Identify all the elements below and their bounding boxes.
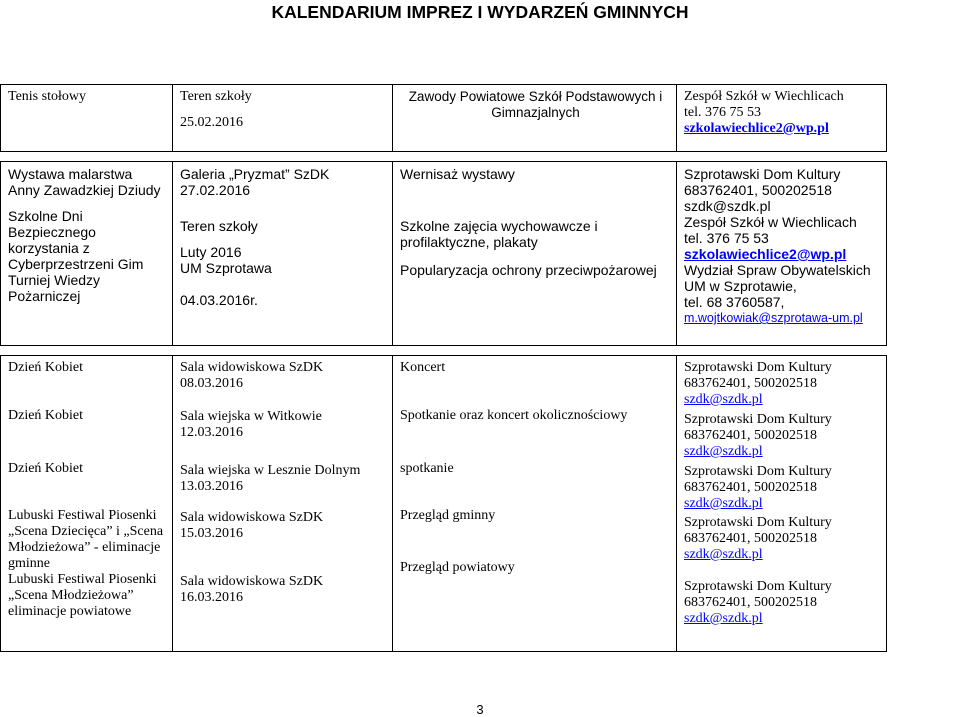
description-cell — [393, 356, 677, 652]
event-description: Popularyzacja ochrony przeciwpożarowej — [400, 262, 657, 278]
event-place: UM Szprotawa — [180, 260, 272, 276]
event-date: 25.02.2016 — [180, 115, 243, 130]
organizer-cell — [677, 356, 887, 652]
event-description: Zawody Powiatowe Szkół Podstawowych i Gimnazjalnych — [408, 89, 663, 120]
event-name: Szkolne Dni Bezpiecznego korzystania z Cyberprzestrzeni Gim — [8, 208, 144, 272]
event-date: 04.03.2016r. — [180, 292, 258, 308]
event-description: Wernisaż wystawy — [400, 166, 515, 182]
organizer-phone: 683762401, 500202518 — [684, 182, 832, 198]
organizer-name: Wydział Spraw Obywatelskich UM w Szprotawie, — [684, 262, 871, 294]
event-description: Przegląd powiatowy — [400, 560, 515, 575]
event-description: spotkanie — [400, 461, 454, 476]
events-table — [0, 84, 887, 652]
organizer-email-link[interactable]: szdk@szdk.pl — [684, 611, 763, 626]
table-row — [1, 356, 887, 652]
organizer-email-link[interactable]: szdk@szdk.pl — [684, 392, 763, 407]
page-title: KALENDARIUM IMPREZ I WYDARZEŃ GMINNYCH — [271, 2, 689, 22]
place-date-cell — [173, 356, 393, 652]
organizer-name: Szprotawski Dom Kultury — [684, 515, 832, 530]
organizer-email-link[interactable]: szkolawiechlice2@wp.pl — [684, 246, 847, 262]
event-description: Szkolne zajęcia wychowawcze i profilaktyczne, plakaty — [400, 218, 598, 250]
organizer-name: Szprotawski Dom Kultury — [684, 464, 832, 479]
organizer-phone: 683762401, 500202518 — [684, 595, 817, 610]
event-name-cell — [1, 356, 173, 652]
event-description: Przegląd gminny — [400, 508, 496, 523]
organizer-name: Szprotawski Dom Kultury — [684, 579, 832, 594]
organizer-cell — [677, 85, 887, 152]
event-description: Spotkanie oraz koncert okolicznościowy — [400, 408, 628, 423]
organizer-phone: tel. 376 75 53 — [684, 105, 761, 120]
organizer-email-link[interactable]: m.wojtkowiak@szprotawa-um.pl — [684, 311, 863, 325]
event-date: 12.03.2016 — [180, 425, 243, 440]
event-date: 27.02.2016 — [180, 182, 251, 198]
organizer-phone: 683762401, 500202518 — [684, 480, 817, 495]
event-name: Wystawa malarstwa Anny Zawadzkiej Dziudy — [8, 166, 161, 198]
event-place: Sala wiejska w Lesznie Dolnym — [180, 463, 361, 478]
event-name-cell — [1, 162, 173, 346]
event-place: Sala widowiskowa SzDK — [180, 360, 324, 375]
page-number: 3 — [476, 702, 484, 717]
organizer-email: szdk@szdk.pl — [684, 198, 771, 214]
event-name: Dzień Kobiet — [8, 408, 84, 423]
description-cell — [393, 162, 677, 346]
event-date: 16.03.2016 — [180, 590, 243, 605]
organizer-email-link[interactable]: szdk@szdk.pl — [684, 444, 763, 459]
event-place: Sala widowiskowa SzDK — [180, 574, 324, 589]
table-row — [1, 85, 887, 152]
organizer-name: Zespół Szkół w Wiechlicach — [684, 89, 844, 104]
event-date: 13.03.2016 — [180, 479, 243, 494]
place-date-cell — [173, 85, 393, 152]
event-place: Teren szkoły — [180, 89, 252, 104]
place-date-cell — [173, 162, 393, 346]
event-name: Turniej Wiedzy Pożarniczej — [8, 272, 101, 304]
organizer-phone: 683762401, 500202518 — [684, 531, 817, 546]
event-place: Teren szkoły — [180, 218, 258, 234]
event-name: Lubuski Festiwal Piosenki „Scena Młodzieżowa” eliminacje powiatowe — [8, 572, 157, 619]
organizer-email-link[interactable]: szkolawiechlice2@wp.pl — [684, 121, 829, 136]
event-date: 15.03.2016 — [180, 526, 243, 541]
table-row — [1, 162, 887, 346]
organizer-name: Szprotawski Dom Kultury — [684, 166, 841, 182]
event-place: Sala wiejska w Witkowie — [180, 409, 322, 424]
organizer-email-link[interactable]: szdk@szdk.pl — [684, 496, 763, 511]
organizer-phone: 683762401, 500202518 — [684, 428, 817, 443]
event-name: Tenis stołowy — [8, 89, 86, 104]
organizer-name: Szprotawski Dom Kultury — [684, 412, 832, 427]
event-name: Dzień Kobiet — [8, 461, 84, 476]
event-name: Dzień Kobiet — [8, 360, 84, 375]
organizer-email-link[interactable]: szdk@szdk.pl — [684, 547, 763, 562]
event-place: Galeria „Pryzmat” SzDK — [180, 166, 330, 182]
event-name: Lubuski Festiwal Piosenki „Scena Dziecięca” i „Scena Młodzieżowa” - eliminacje gminne — [8, 508, 164, 571]
organizer-name: Szprotawski Dom Kultury — [684, 360, 832, 375]
event-place: Sala widowiskowa SzDK — [180, 510, 324, 525]
event-date: Luty 2016 — [180, 244, 242, 260]
organizer-phone: tel. 68 3760587, — [684, 294, 785, 310]
organizer-name: Zespół Szkół w Wiechlicach — [684, 214, 857, 230]
event-date: 08.03.2016 — [180, 376, 243, 391]
description-cell — [393, 85, 677, 152]
event-name-cell — [1, 85, 173, 152]
organizer-phone: 683762401, 500202518 — [684, 376, 817, 391]
organizer-phone: tel. 376 75 53 — [684, 230, 769, 246]
organizer-cell — [677, 162, 887, 346]
event-description: Koncert — [400, 360, 446, 375]
